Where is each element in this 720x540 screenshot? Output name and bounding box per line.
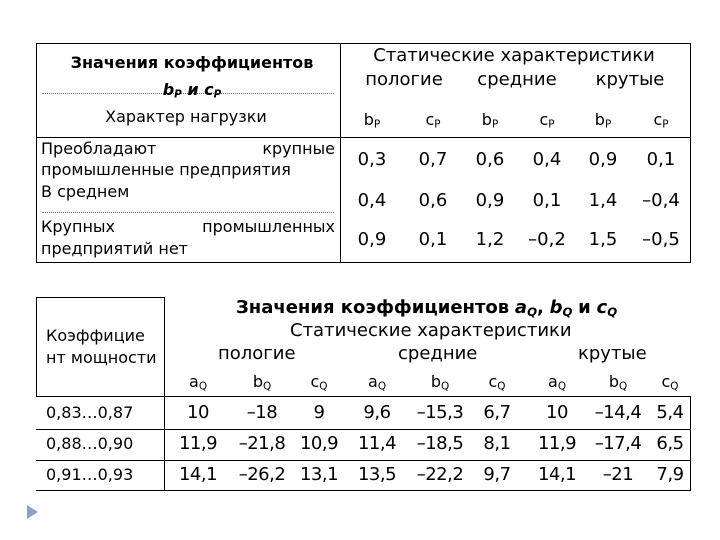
table-cell: –18,5 <box>416 433 464 454</box>
table1-top-border <box>36 43 690 44</box>
table1-column-divider <box>340 43 341 263</box>
table1-group-medium: средние <box>477 69 557 90</box>
table-cell: 10 <box>187 402 209 423</box>
table-cell: 0,4 <box>357 190 387 211</box>
table1-col-header: $b_P$ <box>594 110 612 131</box>
table2-title-text: Значения коэффициентов <box>236 297 510 318</box>
table2-group-steep: крутые <box>578 343 647 364</box>
table1-row3-label-left: Крупных <box>41 217 116 236</box>
table2-corner-line1: Коэффицие <box>46 326 145 345</box>
table-cell: 8,1 <box>483 433 511 454</box>
table2-row-divider <box>36 460 690 461</box>
table2-title: Значения коэффициентов $a_Q$, $b_Q$ и $c_Q$ <box>236 297 618 319</box>
table1-bottom-border <box>36 262 690 263</box>
table1-header-divider <box>36 137 690 138</box>
table1-left-border <box>36 43 37 263</box>
table2-group-medium: средние <box>398 343 478 364</box>
table-cell: 13,1 <box>299 464 339 485</box>
table2-right-border <box>690 396 691 491</box>
table1-col-header: $b_P$ <box>481 110 499 131</box>
table-cell: –21 <box>602 464 634 485</box>
table1-col-header: $b_P$ <box>363 110 381 131</box>
table1-row-dotted-divider <box>42 212 334 213</box>
table2-group-gentle: пологие <box>218 343 296 364</box>
table-cell: 1,5 <box>588 229 618 250</box>
table1-row1-label-right: крупные <box>262 139 335 158</box>
table2-row-label: 0,88…0,90 <box>46 434 134 453</box>
table-cell: 1,4 <box>588 190 618 211</box>
coef-b-symbol: b <box>162 80 175 99</box>
table-cell: 0,1 <box>532 190 562 211</box>
table-cell: 5,4 <box>656 402 684 423</box>
slide-bullet-icon <box>27 505 38 519</box>
and-word: и <box>187 80 199 99</box>
table-cell: 1,2 <box>475 229 505 250</box>
coef-c-symbol: c <box>204 80 214 99</box>
table2-col-header: $b_Q$ <box>430 372 450 393</box>
table1-load-label: Характер нагрузки <box>105 107 267 126</box>
table2-col-header: $a_Q$ <box>368 372 386 393</box>
table-cell: 0,9 <box>357 229 387 250</box>
table1-row2-label: В среднем <box>41 182 130 201</box>
table-cell: –14,4 <box>594 402 642 423</box>
table2-label-column-divider <box>164 297 165 491</box>
table1-corner-coefficients <box>163 82 222 100</box>
table-cell: 10 <box>546 402 568 423</box>
table2-corner-left-border <box>36 297 37 397</box>
table2-corner-line2: нт мощности <box>46 348 157 367</box>
table2-col-header: $b_Q$ <box>252 372 272 393</box>
table-cell: –18 <box>246 402 278 423</box>
table1-group-header: Статические характеристики <box>373 45 655 66</box>
table1-corner-title: Значения коэффициентов <box>70 53 314 72</box>
table1-row3-label-right: промышленных <box>202 217 335 236</box>
table-cell: 0,9 <box>588 149 618 170</box>
table1-group-gentle: пологие <box>365 69 443 90</box>
table-cell: 10,9 <box>299 433 339 454</box>
table2-row-label: 0,83…0,87 <box>46 403 134 422</box>
table1-col-header: $c_P$ <box>653 110 669 131</box>
coef-c-subscript: P <box>213 88 222 101</box>
table2-col-header: $b_Q$ <box>608 372 628 393</box>
table-cell: –0,5 <box>642 229 680 250</box>
table2-corner-top-border <box>36 297 164 298</box>
table2-header-divider <box>36 396 690 397</box>
table-cell: –26,2 <box>238 464 286 485</box>
table-cell: –21,8 <box>238 433 286 454</box>
table1-row1-label-line2: промышленные предприятия <box>41 160 291 179</box>
table-cell: 0,1 <box>418 229 448 250</box>
table-cell: 0,9 <box>475 190 505 211</box>
table-cell: 9,7 <box>483 464 511 485</box>
table-cell: 0,6 <box>418 190 448 211</box>
table-cell: 7,9 <box>656 464 684 485</box>
table2-group-header: Статические характеристики <box>290 320 572 341</box>
table-cell: 0,4 <box>532 149 562 170</box>
table-cell: 9 <box>313 402 325 423</box>
table-cell: 0,3 <box>357 149 387 170</box>
table2-col-header: $a_Q$ <box>548 372 566 393</box>
table-cell: 14,1 <box>178 464 218 485</box>
table-cell: 14,1 <box>537 464 577 485</box>
table1-right-border <box>690 43 691 263</box>
table-cell: 6,7 <box>483 402 511 423</box>
table-cell: –0,4 <box>642 190 680 211</box>
table1-group-steep: крутые <box>595 69 665 90</box>
table-cell: –22,2 <box>416 464 464 485</box>
table2-col-header: $c_Q$ <box>488 372 506 393</box>
table1-row1-label-left: Преобладают <box>41 139 157 158</box>
table-cell: –0,2 <box>528 229 566 250</box>
coef-b-subscript: P <box>174 88 182 101</box>
table-cell: 11,4 <box>357 433 397 454</box>
table-cell: –15,3 <box>416 402 464 423</box>
table-cell: 0,1 <box>646 149 676 170</box>
table-cell: 11,9 <box>537 433 577 454</box>
table2-row-label: 0,91…0,93 <box>46 465 134 484</box>
table-cell: 9,6 <box>363 402 391 423</box>
table-cell: 11,9 <box>178 433 218 454</box>
table-cell: 13,5 <box>357 464 397 485</box>
table1-col-header: $c_P$ <box>539 110 555 131</box>
table-cell: –17,4 <box>594 433 642 454</box>
table2-row-divider <box>36 429 690 430</box>
table1-row3-label-line2: предприятий нет <box>41 239 188 258</box>
table2-bottom-border <box>36 490 690 491</box>
table2-col-header: $c_Q$ <box>310 372 328 393</box>
table2-col-header: $c_Q$ <box>661 372 679 393</box>
table-cell: 6,5 <box>656 433 684 454</box>
table-cell: 0,7 <box>418 149 448 170</box>
table1-col-header: $c_P$ <box>425 110 441 131</box>
table-cell: 0,6 <box>475 149 505 170</box>
table2-col-header: $a_Q$ <box>189 372 207 393</box>
